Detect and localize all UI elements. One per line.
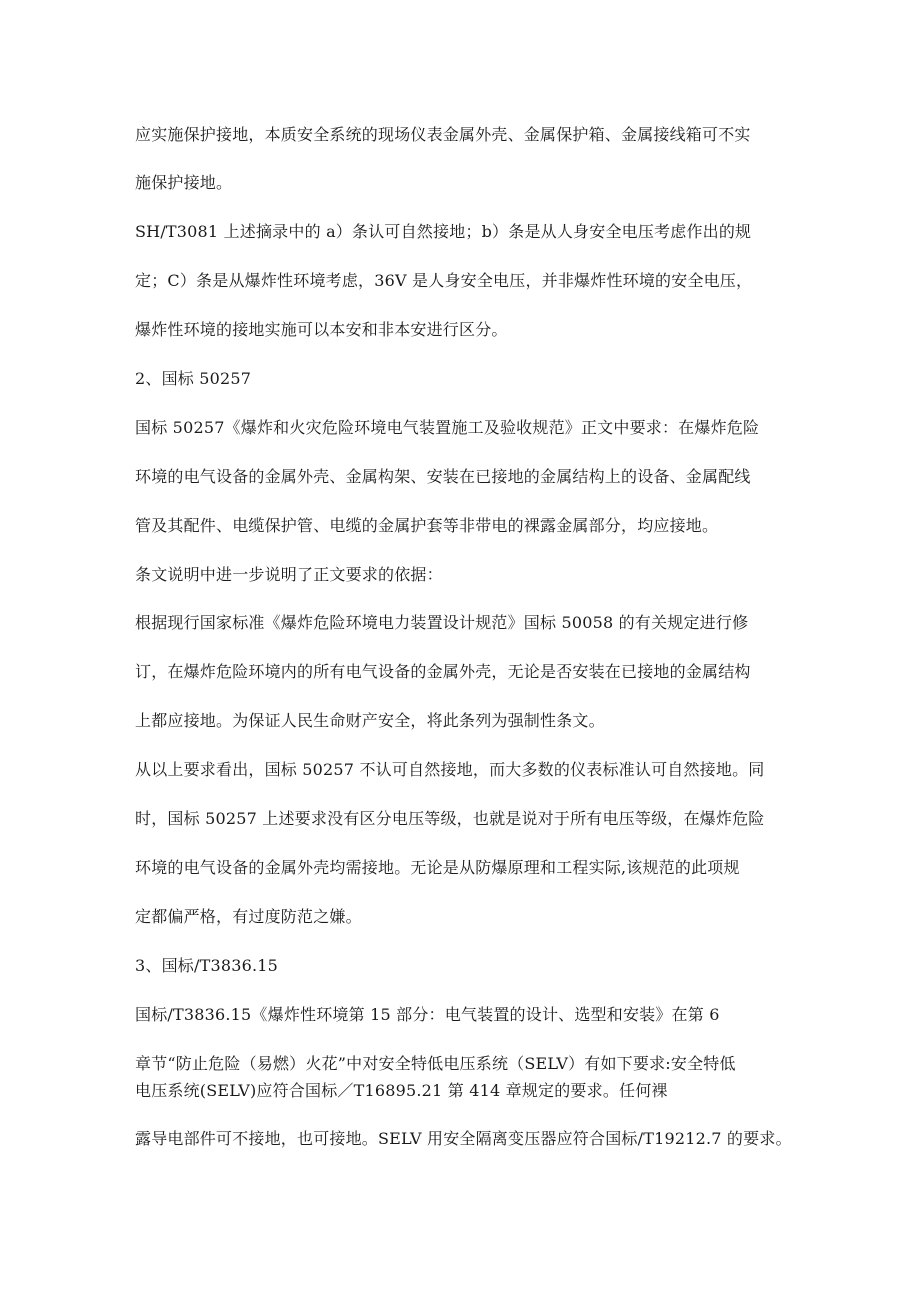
body-text-line: 管及其配件、电缆保护管、电缆的金属护套等非带电的裸露金属部分，均应接地。 [135, 516, 719, 535]
body-text-line: 环境的电气设备的金属外壳均需接地。无论是从防爆原理和工程实际,该规范的此项规 [135, 858, 740, 877]
body-text-line: 章节“防止危险（易燃）火花”中对安全特低电压系统（SELV）有如下要求:安全特低 [135, 1054, 736, 1073]
body-text-line: 上都应接地。为保证人民生命财产安全，将此条列为强制性条文。 [135, 711, 605, 730]
body-text-line: 应实施保护接地，本质安全系统的现场仪表金属外壳、金属保护箱、金属接线箱可不实 [135, 125, 751, 144]
body-text-line: 定；C）条是从爆炸性环境考虑，36V 是人身安全电压，并非爆炸性环境的安全电压， [135, 271, 753, 290]
section-heading: 3、国标/T3836.15 [135, 956, 279, 975]
body-text-line: 露导电部件可不接地，也可接地。SELV 用安全隔离变压器应符合国标/T19212.7 的要求。 [135, 1129, 792, 1148]
body-text-line: 国标 50257《爆炸和火灾危险环境电气装置施工及验收规范》正文中要求：在爆炸危险 [135, 418, 760, 437]
body-text-line: 条文说明中进一步说明了正文要求的依据： [135, 565, 443, 584]
body-text-line: 施保护接地。 [135, 173, 233, 192]
body-text-line: 定都偏严格，有过度防范之嫌。 [135, 907, 362, 926]
body-text-line: SH/T3081 上述摘录中的 a）条认可自然接地；b）条是从人身安全电压考虑作出的规 [135, 222, 752, 241]
body-text-line: 从以上要求看出，国标 50257 不认可自然接地，而大多数的仪表标准认可自然接地。同 [135, 760, 765, 779]
section-heading: 2、国标 50257 [135, 369, 252, 388]
body-text-line: 国标/T3836.15《爆炸性环境第 15 部分：电气装置的设计、选型和安装》在第 6 [135, 1005, 720, 1024]
body-text-line: 时，国标 50257 上述要求没有区分电压等级，也就是说对于所有电压等级，在爆炸危险 [135, 809, 765, 828]
body-text-line: 爆炸性环境的接地实施可以本安和非本安进行区分。 [135, 320, 508, 339]
body-text-line: 订，在爆炸危险环境内的所有电气设备的金属外壳，无论是否安装在已接地的金属结构 [135, 662, 751, 681]
body-text-line: 根据现行国家标准《爆炸危险环境电力装置设计规范》国标 50058 的有关规定进行修 [135, 613, 749, 632]
body-text-line: 环境的电气设备的金属外壳、金属构架、安装在已接地的金属结构上的设备、金属配线 [135, 467, 751, 486]
body-text-line: 电压系统(SELV)应符合国标／T16895.21 第 414 章规定的要求。任何裸 [135, 1081, 668, 1100]
